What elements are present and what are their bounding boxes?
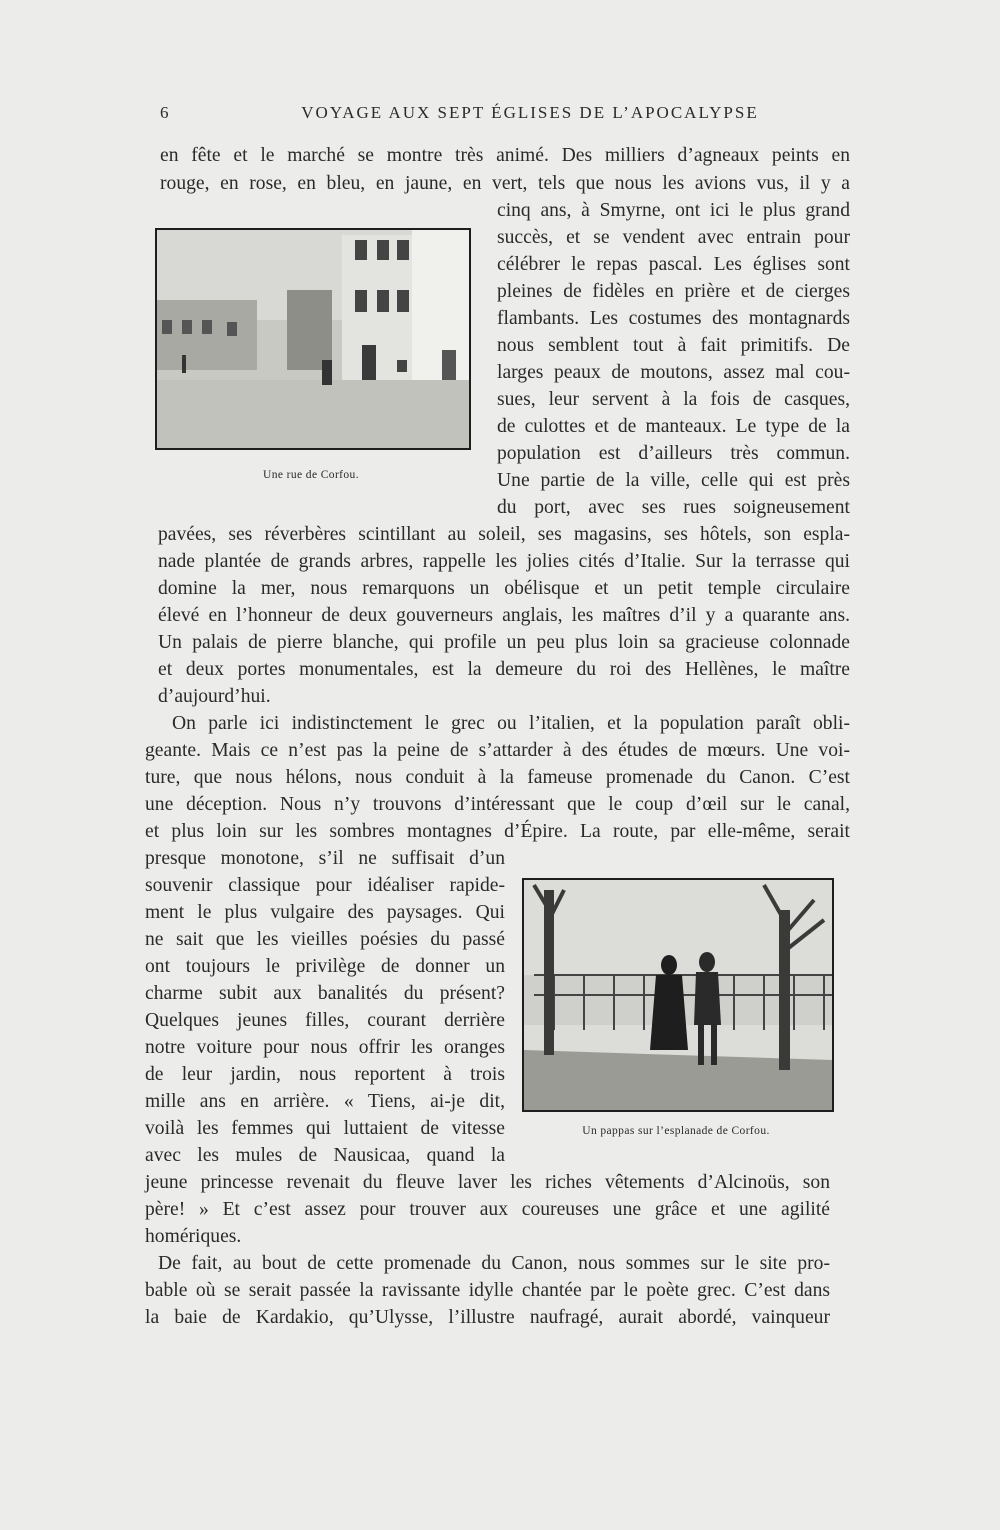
text-line: pavées, ses réverbères scintillant au soleil, ses magasins, ses hôtels, son espla- — [158, 524, 850, 545]
text-line: célébrer le repas pascal. Les églises sont — [497, 254, 850, 275]
text-line: nade plantée de grands arbres, rappelle les jolies cités d’Italie. Sur la terrasse qui — [158, 551, 850, 572]
text-line: rouge, en rose, en bleu, en jaune, en vert, tels que nous les avions vus, il y a — [160, 173, 850, 194]
esplanade-photo — [522, 878, 834, 1112]
text-line: flambants. Les costumes des montagnards — [497, 308, 850, 329]
text-line: et plus loin sur les sombres montagnes d’Épire. La route, par elle-même, serait — [145, 821, 850, 842]
text-line: d’aujourd’hui. — [158, 686, 271, 707]
text-line: la baie de Kardakio, qu’Ulysse, l’illustre naufragé, aurait abordé, vainqueur — [145, 1307, 830, 1328]
text-line: et deux portes monumentales, est la demeure du roi des Hellènes, le maître — [158, 659, 850, 680]
text-line: geante. Mais ce n’est pas la peine de s’attarder à des études de mœurs. Une voi- — [145, 740, 850, 761]
esplanade-photo-illustration — [524, 880, 832, 1110]
text-line: bable où se serait passée la ravissante idylle chantée par le poète grec. C’est dans — [145, 1280, 830, 1301]
text-line: pleines de fidèles en prière et de cierges — [497, 281, 850, 302]
text-line: de culottes et de manteaux. Le type de la — [497, 416, 850, 437]
text-line: cinq ans, à Smyrne, ont ici le plus grand — [497, 200, 850, 221]
text-line: population est d’ailleurs très commun. — [497, 443, 850, 464]
street-photo-illustration — [157, 230, 469, 448]
esplanade-photo-caption: Un pappas sur l’esplanade de Corfou. — [582, 1125, 770, 1137]
text-line: Quelques jeunes filles, courant derrière — [145, 1010, 505, 1031]
text-line: notre voiture pour nous offrir les oranges — [145, 1037, 505, 1058]
text-line: en fête et le marché se montre très animé. Des milliers d’agneaux peints en — [160, 145, 850, 166]
text-line: succès, et se vendent avec entrain pour — [497, 227, 850, 248]
running-header — [160, 103, 850, 131]
text-line: élevé en l’honneur de deux gouverneurs anglais, les maîtres d’il y a quarante ans. — [158, 605, 850, 626]
running-title: VOYAGE AUX SEPT ÉGLISES DE L’APOCALYPSE — [301, 103, 759, 122]
page-number: 6 — [160, 103, 171, 122]
text-line: souvenir classique pour idéaliser rapide- — [145, 875, 505, 896]
text-line: charme subit aux banalités du présent? — [145, 983, 505, 1004]
text-line: larges peaux de moutons, assez mal cou- — [497, 362, 850, 383]
text-line: une déception. Nous n’y trouvons d’intéressant que le coup d’œil sur le canal, — [145, 794, 850, 815]
text-line: du port, avec ses rues soigneusement — [497, 497, 850, 518]
text-line: Un palais de pierre blanche, qui profile un peu plus loin sa gracieuse colonnade — [158, 632, 850, 653]
text-line: jeune princesse revenait du fleuve laver les riches vêtements d’Alcinoüs, son — [145, 1172, 830, 1193]
street-photo — [155, 228, 471, 450]
text-line: homériques. — [145, 1226, 242, 1247]
text-line: sues, leur servent à la fois de casques, — [497, 389, 850, 410]
text-line: Une partie de la ville, celle qui est près — [497, 470, 850, 491]
text-line: ont toujours le privilège de donner un — [145, 956, 505, 977]
text-line: domine la mer, nous remarquons un obélisque et un petit temple circulaire — [158, 578, 850, 599]
text-line: presque monotone, s’il ne suffisait d’un — [145, 848, 505, 869]
text-line: mille ans en arrière. « Tiens, ai-je dit, — [145, 1091, 505, 1112]
text-line: On parle ici indistinctement le grec ou l’italien, et la population paraît obli- — [172, 713, 850, 734]
street-photo-caption: Une rue de Corfou. — [263, 469, 359, 481]
text-line: avec les mules de Nausicaa, quand la — [145, 1145, 505, 1166]
text-line: nous semblent tout à fait primitifs. De — [497, 335, 850, 356]
text-line: de leur jardin, nous reportent à trois — [145, 1064, 505, 1085]
text-line: ne sait que les vieilles poésies du passé — [145, 929, 505, 950]
text-line: voilà les femmes qui luttaient de vitesse — [145, 1118, 505, 1139]
text-line: père! » Et c’est assez pour trouver aux coureuses une grâce et une agilité — [145, 1199, 830, 1220]
text-line: ture, que nous hélons, nous conduit à la fameuse promenade du Canon. C’est — [145, 767, 850, 788]
text-line: ment le plus vulgaire des paysages. Qui — [145, 902, 505, 923]
text-line: De fait, au bout de cette promenade du Canon, nous sommes sur le site pro- — [158, 1253, 830, 1274]
